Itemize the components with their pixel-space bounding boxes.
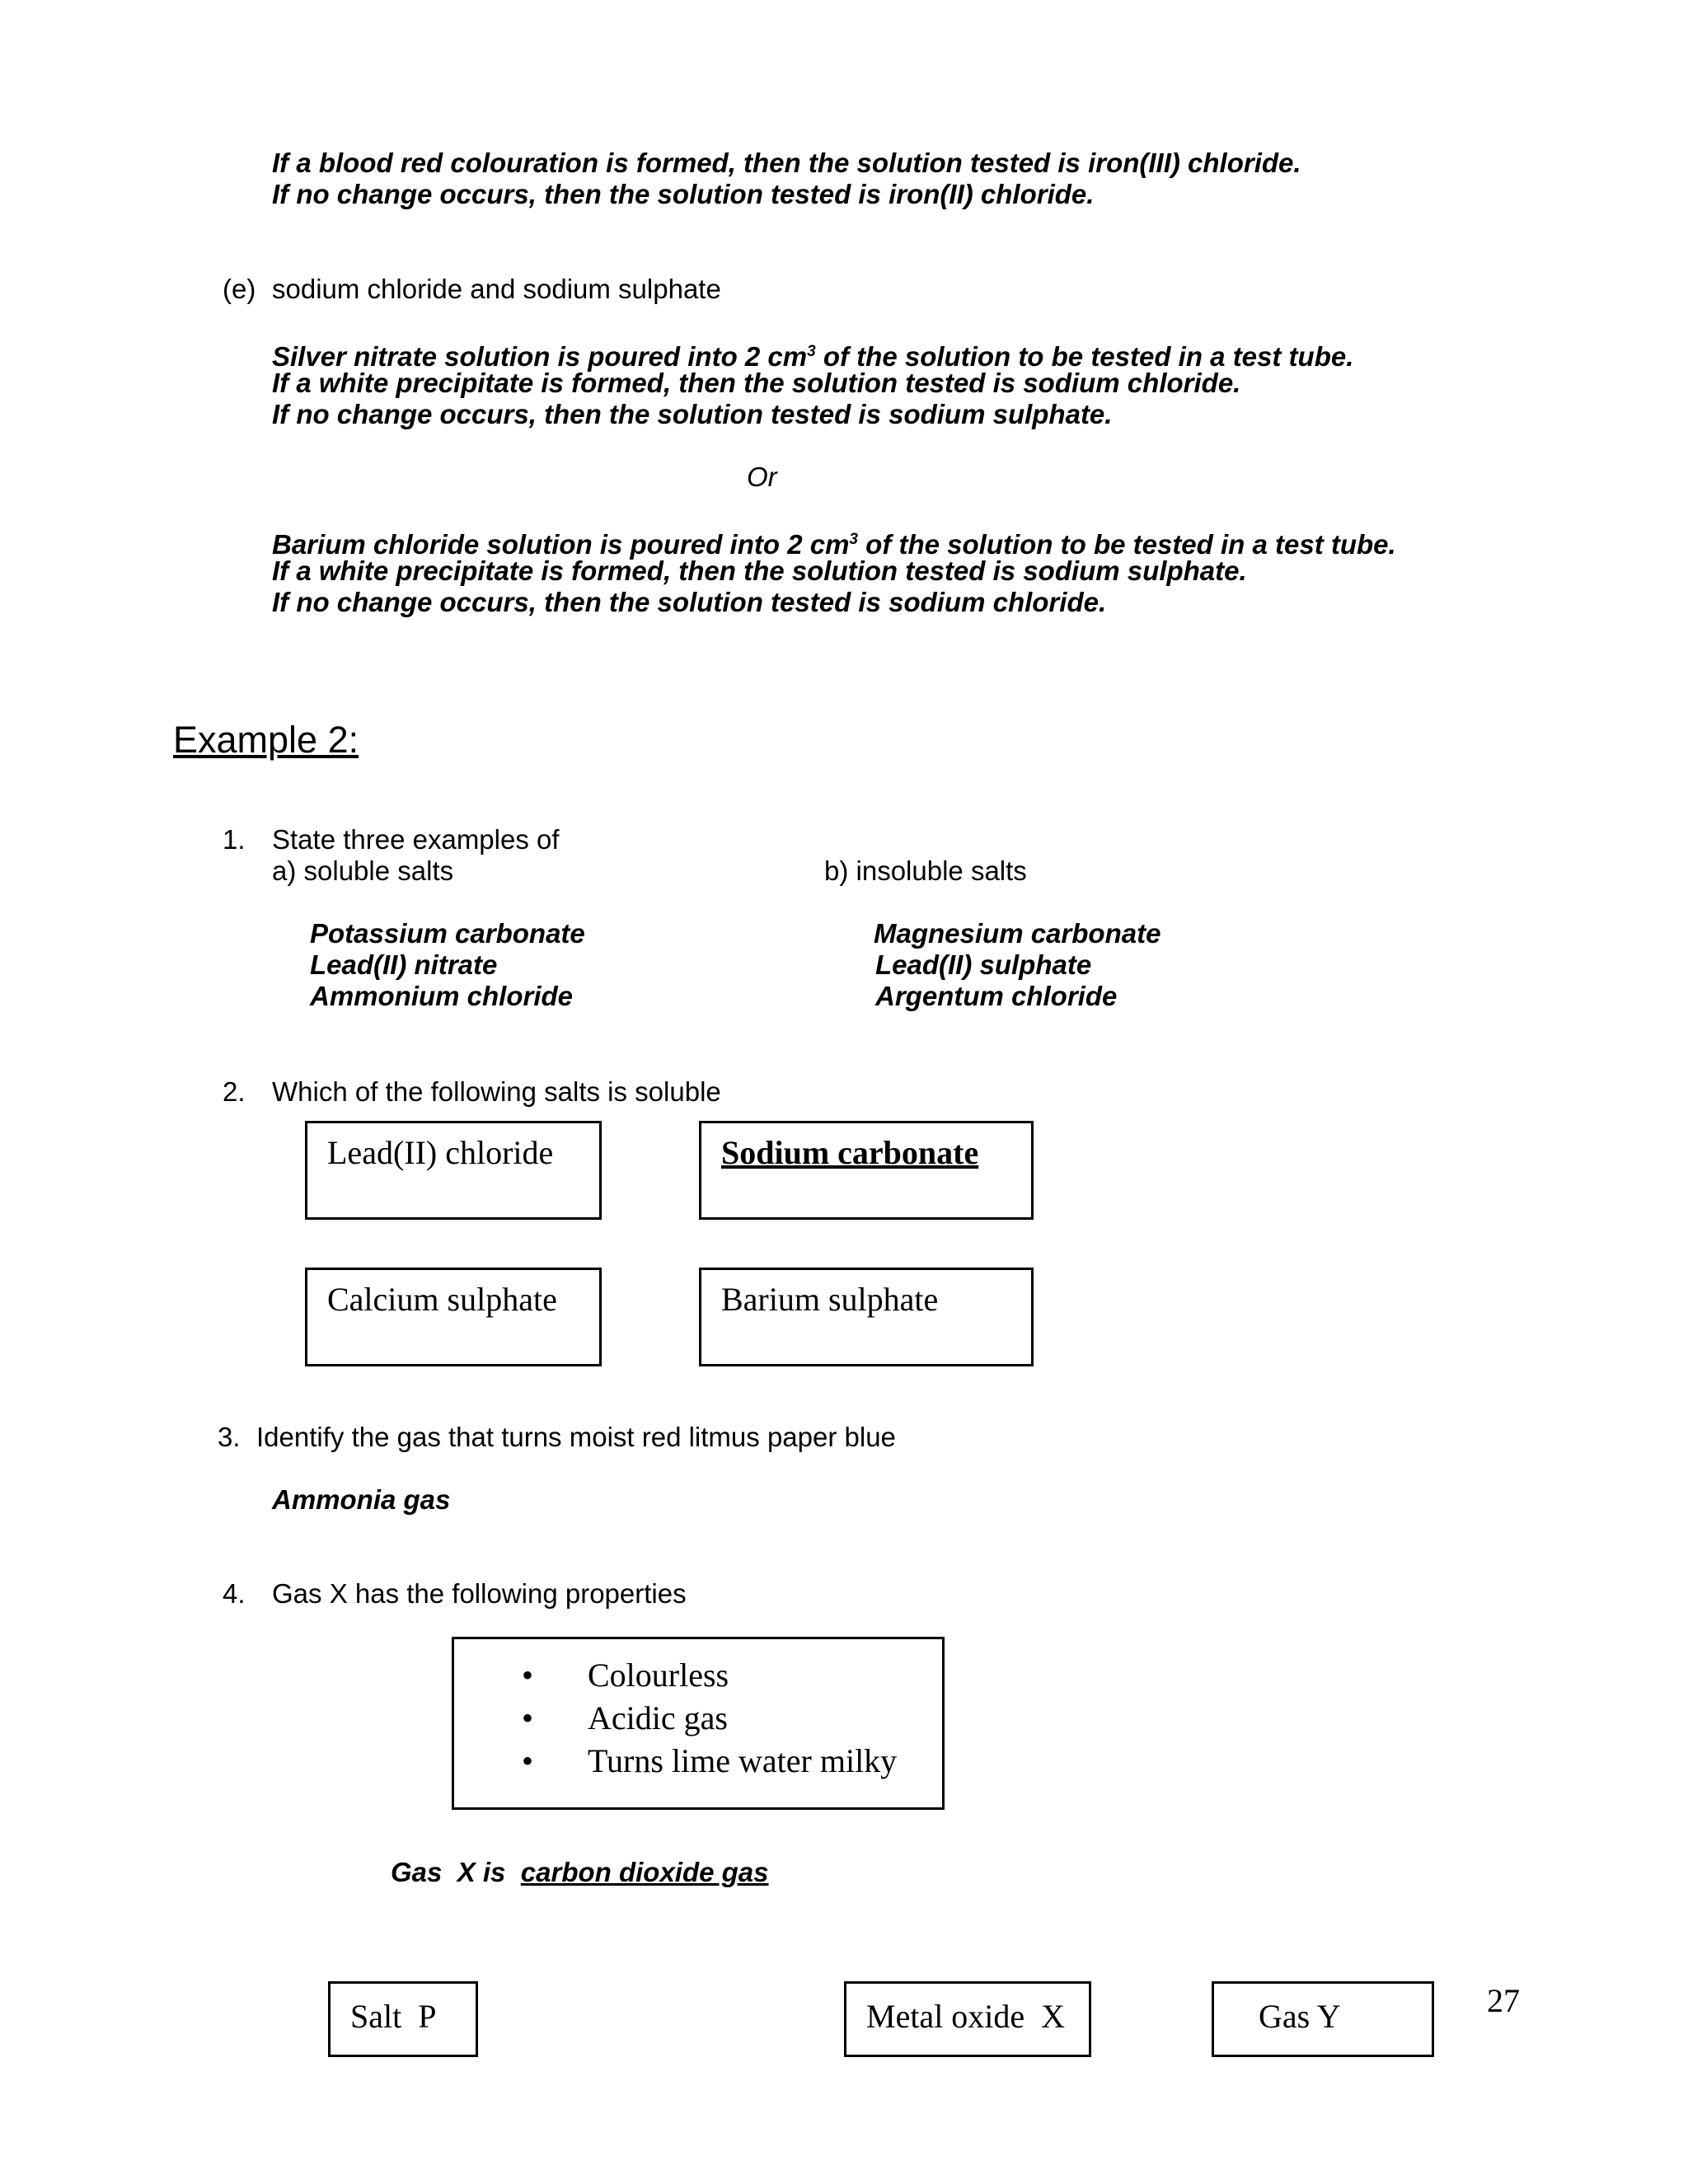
part-e-method1-line2: If a white precipitate is formed, then the solution tested is sodium chloride. — [272, 368, 1241, 398]
part-e-method2-line3: If no change occurs, then the solution tested is sodium chloride. — [272, 587, 1107, 617]
option-box-1 — [305, 1121, 602, 1220]
flow-label: Gas Y — [1259, 1998, 1341, 2035]
answer-d-line1: If a blood red colouration is formed, then the solution tested is iron(III) chloride. — [272, 148, 1301, 178]
option-label: Lead(II) chloride — [327, 1134, 554, 1171]
flow-label: Salt P — [350, 1998, 437, 2035]
q3-answer: Ammonia gas — [272, 1484, 451, 1515]
insoluble-salt-2: Lead(II) sulphate — [875, 949, 1092, 980]
q4-answer-line — [391, 1857, 769, 1888]
q2-number: 2. — [223, 1076, 246, 1107]
gas-y-box — [1212, 1981, 1434, 2057]
metal-oxide-x-box — [844, 1981, 1091, 2057]
properties-list — [522, 1654, 897, 1783]
q1-text: State three examples of — [272, 824, 560, 855]
insoluble-salt-3: Argentum chloride — [875, 981, 1118, 1011]
part-e-label: (e) — [223, 274, 256, 304]
option-label: Barium sulphate — [721, 1281, 939, 1318]
properties-box — [452, 1637, 945, 1810]
q4-answer: carbon dioxide gas — [520, 1857, 769, 1887]
property-item: • Turns lime water milky — [522, 1740, 897, 1783]
q4-text: Gas X has the following properties — [272, 1578, 687, 1609]
option-label-correct: Sodium carbonate — [721, 1134, 979, 1171]
salt-p-box — [328, 1981, 478, 2057]
bullet-icon: • — [522, 1742, 534, 1779]
or-label: Or — [747, 462, 777, 492]
part-e-question: sodium chloride and sodium sulphate — [272, 274, 721, 304]
part-e-method2-line1: Barium chloride solution is poured into 2 $cm^3$ of the solution to be tested in a test tube. — [272, 529, 1396, 560]
flow-label: Metal oxide X — [866, 1998, 1066, 2035]
property-item: • Colourless — [522, 1654, 897, 1697]
bullet-icon: • — [522, 1657, 534, 1694]
soluble-salt-2: Lead(II) nitrate — [310, 949, 498, 980]
answer-d-line2: If no change occurs, then the solution tested is iron(II) chloride. — [272, 179, 1095, 209]
page-number: 27 — [1487, 1982, 1520, 2019]
q2-text: Which of the following salts is soluble — [272, 1076, 721, 1107]
property-item: • Acidic gas — [522, 1697, 897, 1740]
insoluble-salt-1: Magnesium carbonate — [874, 918, 1161, 949]
q1-a-label: a) soluble salts — [272, 855, 454, 886]
part-e-method1-line3: If no change occurs, then the solution tested is sodium sulphate. — [272, 399, 1113, 429]
option-box-4 — [699, 1268, 1034, 1366]
soluble-salt-1: Potassium carbonate — [310, 918, 585, 949]
q1-number: 1. — [223, 824, 246, 855]
example-heading: Example 2: — [173, 719, 359, 761]
q4-number: 4. — [223, 1578, 246, 1609]
part-e-method2-line2: If a white precipitate is formed, then the solution tested is sodium sulphate. — [272, 555, 1247, 586]
q3-number: 3. — [218, 1422, 241, 1452]
option-box-2-correct — [699, 1121, 1034, 1220]
option-box-3 — [305, 1268, 602, 1366]
soluble-salt-3: Ammonium chloride — [310, 981, 574, 1011]
option-label: Calcium sulphate — [327, 1281, 557, 1318]
q3-text: Identify the gas that turns moist red litmus paper blue — [256, 1422, 896, 1452]
bullet-icon: • — [522, 1699, 534, 1736]
part-e-method1-line1: Silver nitrate solution is poured into 2 $cm^3$ of the solution to be tested in a test tube. — [272, 341, 1354, 372]
q4-answer-prefix: Gas X is — [391, 1857, 506, 1887]
q1-b-label: b) insoluble salts — [824, 855, 1027, 886]
